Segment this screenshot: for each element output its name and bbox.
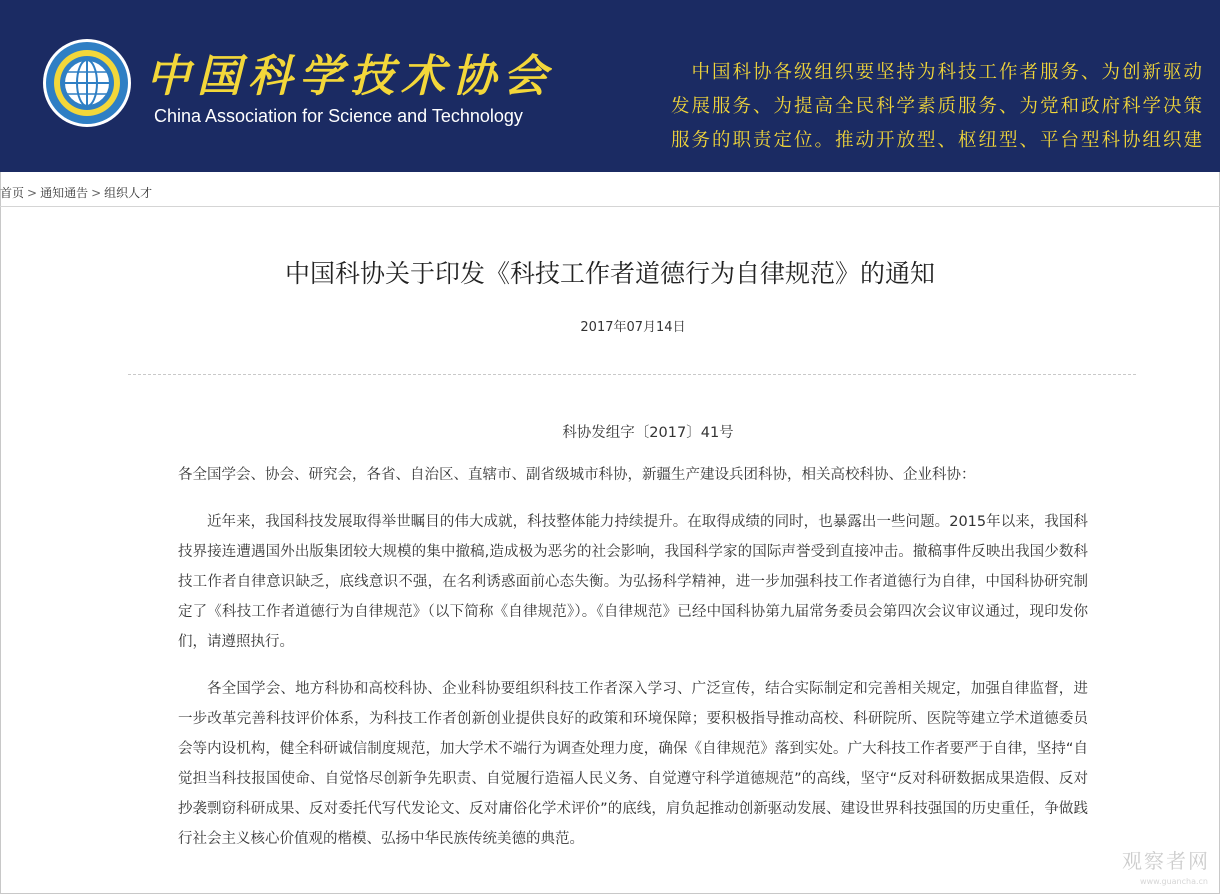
article-paragraph-2: 各全国学会、地方科协和高校科协、企业科协要组织科技工作者深入学习、广泛宣传，结合实际制定和完善相关规定，加强自律监督，进一步改革完善科技评价体系，为科技工作者创新创业提供良好的政策和环境保障；要积极指导推动高校、科研院所、医院等建立学术道德委员会等内设机构，健全科研诚信制度规范，加大学术不端行为调查处理力度，确保《自律规范》落到实处。广大科技工作者要严于自律，坚持“自觉担当科技报国使命、自觉恪尽创新争先职责、自觉履行造福人民义务、自觉遵守科学道德规范”的高线，坚守“反对科研数据成果造假、反对抄袭剽窃科研成果、反对委托代写代发论文、反对庸俗化学术评价”的底线，肩负起推动创新驱动发展、建设世界科技强国的历史重任，争做践行社会主义核心价值观的楷模、弘扬中华民族传统美德的典范。	[178, 681, 1088, 847]
org-name-en: China Association for Science and Technology	[154, 106, 523, 126]
title-divider	[128, 374, 1136, 375]
watermark-text: 观察者网	[1122, 849, 1210, 873]
header-slogan	[604, 56, 1204, 158]
slogan-line-2: 发展服务、为提高全民科学素质服务、为党和政府科学决策	[670, 96, 1204, 117]
article-title: 中国科协关于印发《科技工作者道德行为自律规范》的通知	[284, 259, 935, 288]
breadcrumb	[0, 184, 152, 201]
article-date: 2017年07月14日	[580, 320, 686, 335]
cast-emblem-icon[interactable]	[42, 38, 132, 128]
slogan-line-1: 中国科协各级组织要坚持为科技工作者服务、为创新驱动	[691, 62, 1204, 83]
breadcrumb-divider	[0, 206, 1220, 207]
breadcrumb-notices-link[interactable]: 通知通告	[40, 186, 89, 200]
breadcrumb-separator: >	[91, 186, 102, 200]
org-name-cn: 中国科学技术协会	[146, 51, 554, 102]
slogan-line-3: 服务的职责定位。推动开放型、枢纽型、平台型科协组织建	[670, 130, 1204, 151]
breadcrumb-organization-link[interactable]: 组织人才	[104, 186, 153, 200]
addressee-line: 各全国学会、协会、研究会，各省、自治区、直辖市、副省级城市科协，新疆生产建设兵团科协，相关高校科协、企业科协：	[178, 467, 976, 483]
breadcrumb-separator: >	[27, 186, 38, 200]
header-banner	[0, 0, 1220, 172]
watermark-url: www.guancha.cn	[1140, 877, 1208, 886]
article-paragraph-1: 近年来，我国科技发展取得举世瞩目的伟大成就，科技整体能力持续提升。在取得成绩的同时，也暴露出一些问题。2015年以来，我国科技界接连遭遇国外出版集团较大规模的集中撤稿,造成极为恶劣的社会影响，我国科学家的国际声誉受到直接冲击。撤稿事件反映出我国少数科技工作者自律意识缺乏，底线意识不强，在名利诱惑面前心态失衡。为弘扬科学精神，进一步加强科技工作者道德行为自律，中国科协研究制定了《科技工作者道德行为自律规范》（以下简称《自律规范》）。《自律规范》已经中国科协第九届常务委员会第四次会议审议通过，现印发你们，请遵照执行。	[178, 514, 1088, 650]
document-number: 科协发组字〔2017〕41号	[562, 425, 734, 441]
breadcrumb-home-link[interactable]: 首页	[0, 186, 25, 200]
